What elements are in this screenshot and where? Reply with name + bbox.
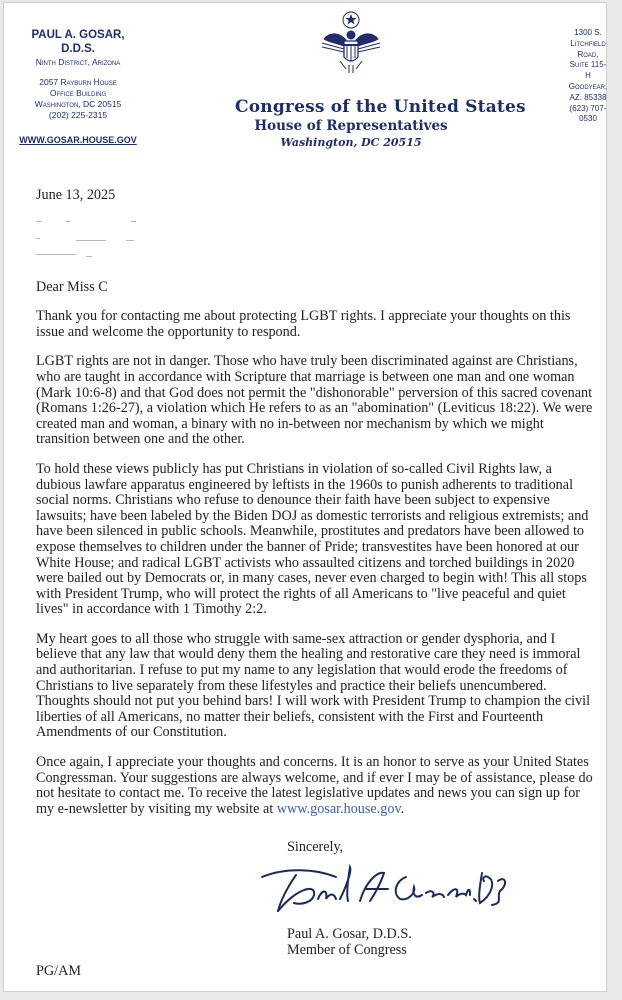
letterhead-title	[235, 96, 526, 151]
paragraph: My heart goes to all those who struggle with same-sex attraction or gender dysphoria, and I believe that any law that would deny them the healing and restorative care they need is immoral and authoritarian. I refuse to put my name to any legislation that would erode the freedoms of Christians to live separately from these lifestyles and practice their beliefs unencumbered. Thoughts should not put you behind bars! I will work with President Trump to champion the civil liberties of all Americans, no matter their beliefs, consistent with the First and Fourteenth Amendments of our Constitution.	[36, 630, 591, 741]
website-link[interactable]: WWW.GOSAR.HOUSE.GOV	[19, 135, 137, 145]
district-address-line: Litchfield	[570, 38, 606, 48]
district-address-line: 1300 S.	[574, 28, 602, 37]
district-address-line: Suite 115-	[569, 60, 607, 70]
closing-paragraph	[36, 755, 594, 817]
signature-image	[256, 859, 510, 919]
signer-name: Paul A. Gosar, D.D.S.	[287, 926, 412, 942]
dc-address-line: 2057 Rayburn House	[39, 77, 117, 87]
district-phone-line: 0530	[579, 114, 597, 124]
member-name: PAUL A. GOSAR,	[31, 29, 125, 41]
paragraph: LGBT rights are not in danger. Those who have truly been discriminated against are Christians, who are taught in accordance with Scripture that marriage is between one man and one woman (Mark 10:6-8) and that God does not permit the "dishonorable" perversion of this sacred covenant (Romans 1:26-27), a violation which He refers to as an "abomination" (Leviticus 18:22). We were created man and woman, a binary with no in-between nor mechanism by which we might transition between one and the other.	[36, 353, 593, 448]
member-district: Ninth District, Arizona	[35, 57, 121, 67]
dc-address-line: Office Building	[49, 88, 107, 98]
district-address-line: H	[585, 71, 591, 81]
dc-phone: (202) 225-2315	[48, 110, 108, 120]
city-line: Washington, DC 20515	[280, 136, 422, 149]
letter-body	[36, 188, 594, 831]
signer-title: Member of Congress	[287, 941, 407, 958]
letter-date: June 13, 2025	[36, 187, 116, 203]
closing: Sincerely,	[287, 839, 344, 855]
closing-period: .	[400, 800, 405, 817]
congressional-seal-icon	[316, 9, 386, 79]
district-address-line: Goodyear,	[568, 81, 608, 91]
house-title: House of Representatives	[254, 118, 448, 134]
letterhead-right	[559, 28, 617, 125]
district-address-line: Road,	[577, 49, 599, 59]
congress-title: Congress of the United States	[235, 97, 526, 117]
paragraph: Thank you for contacting me about protecting LGBT rights. I appreciate your thoughts on this issue and welcome the opportunity to respond.	[36, 308, 571, 340]
member-degree: D.D.S.	[61, 43, 95, 55]
letter-page	[3, 2, 607, 992]
dc-address-line: Washington, DC 20515	[34, 99, 122, 109]
district-phone-line: (623) 707-	[569, 103, 607, 113]
redacted-recipient-address	[36, 218, 146, 270]
website-link-inline[interactable]: www.gosar.house.gov	[276, 800, 401, 817]
district-address-line: AZ. 85338	[569, 92, 607, 102]
closing-paragraph-text: Once again, I appreciate your thoughts and concerns. It is an honor to serve as your United States Congressman. Your suggestions are always welcome, and if ever I may be of assistance, please do not hesitate to contact me. To receive the latest legislative updates and news you can sign up for my e-newsletter by visiting my website at	[36, 754, 593, 817]
signature-block	[287, 927, 412, 958]
typist-initials: PG/AM	[36, 963, 81, 979]
paragraph: To hold these views publicly has put Christians in violation of so-called Civil Rights law, a dubious lawfare apparatus engineered by leftists in the 1960s to punish adherents to traditional social norms. Christians who refuse to denounce their faith have been subject to expensive lawsuits; have been labeled by the Biden DOJ as domestic terrorists and religious extremists; and have been silenced in public schools. Meanwhile, prostitutes and predators have been allowed to expose themselves to children under the banner of Pride; transvestites have been honored at our White House; and radical LGBT activists who assaulted citizens and torched buildings in 2020 were bailed out by Democrats or, in many cases, never even charged to begin with! This all stops with President Trump, who will protect the rights of all Americans to "live peaceful and quiet lives" in accordance with 1 Timothy 2:2.	[36, 460, 589, 618]
salutation: Dear Miss C	[36, 278, 108, 295]
letterhead-left	[14, 28, 142, 148]
